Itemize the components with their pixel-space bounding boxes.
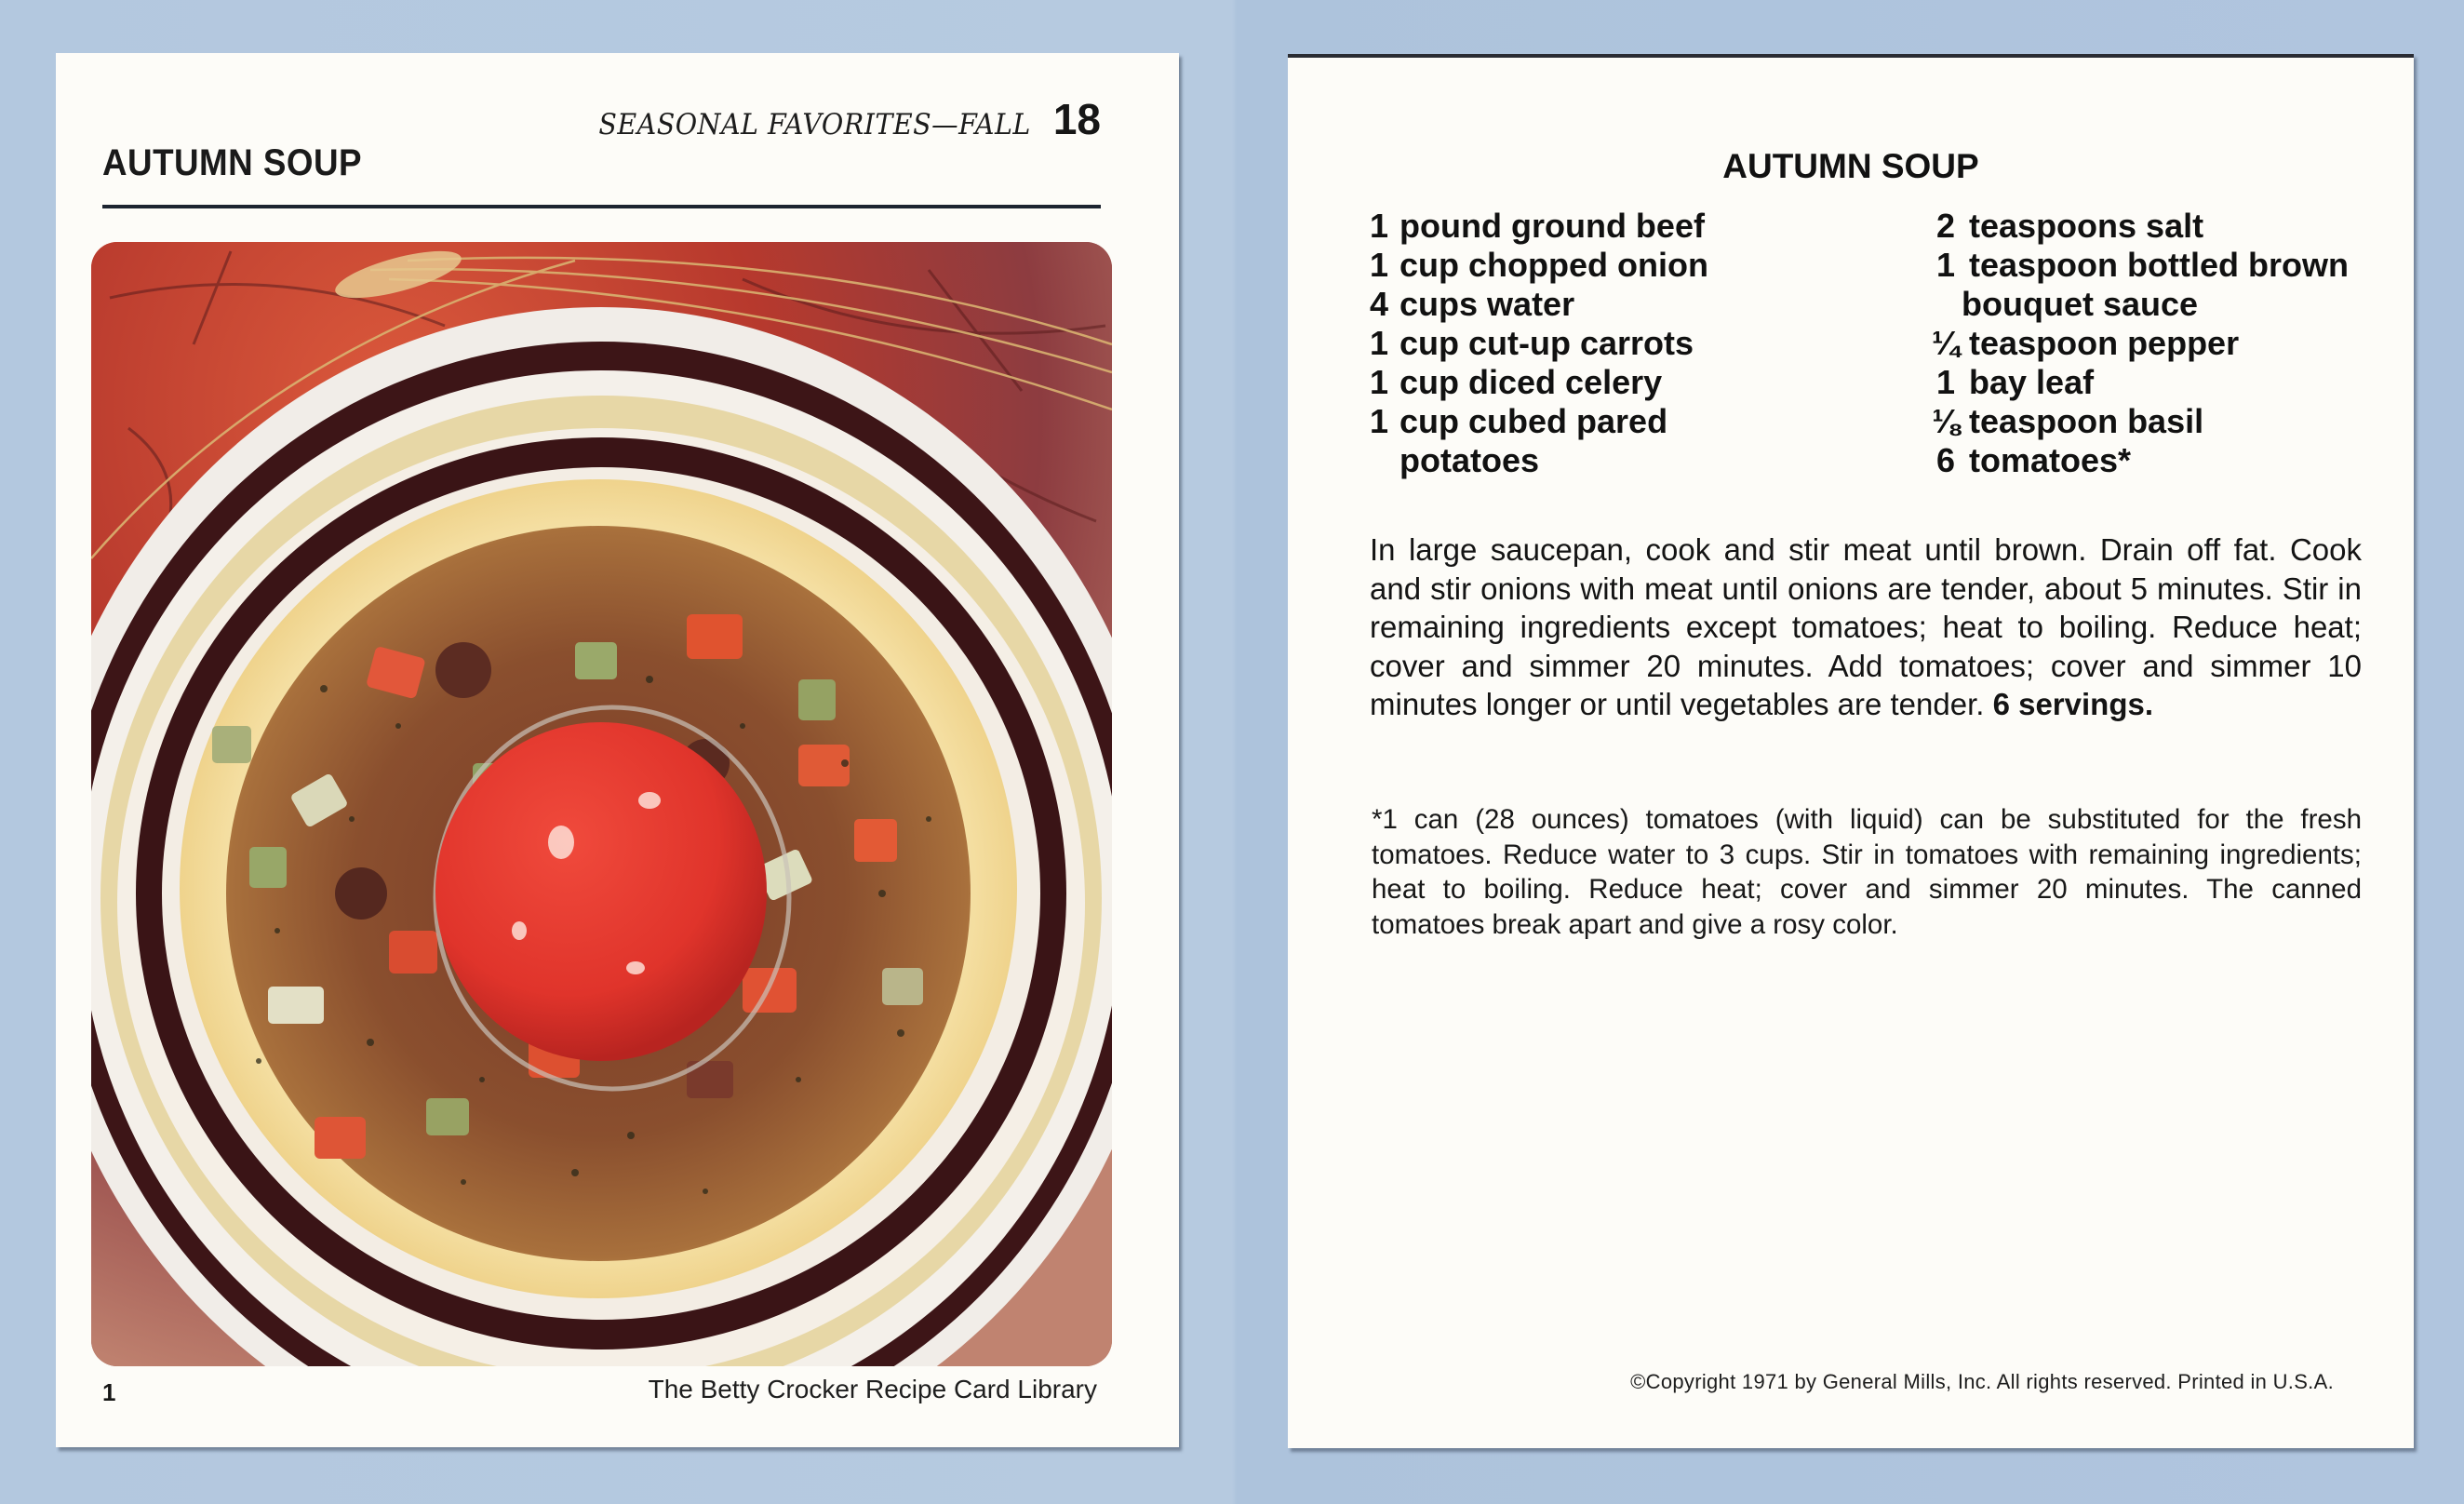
recipe-card-front (56, 53, 1179, 1447)
footnote: *1 can (28 ounces) tomatoes (with liquid) can be substituted for the fresh tomatoes. Reduce water to 3 cups. Stir in tomatoes with remaining ingredients; heat to boiling. Reduce heat; cover and simmer 20 minutes. The canned tomatoes break apart and give a rosy color. (1372, 804, 2362, 940)
ingredients-column-left (1370, 207, 1932, 480)
ingredient-item-continued: bouquet sauce (1962, 285, 2199, 323)
instructions-text: In large saucepan, cook and stir meat until brown. Drain off fat. Cook and stir onions with meat until onions are tender, about 5 minutes. Stir in remaining ingredients except tomatoes; heat to boiling. Reduce heat; cover and simmer 20 minutes. Add tomatoes; cover and simmer 10 minutes longer or until vegetables are tender. (1370, 532, 2362, 721)
ingredient-item: 4 cups water (1370, 285, 1575, 323)
ingredient-item: 1 cup diced celery (1370, 363, 1663, 401)
page-number: 1 (102, 1378, 116, 1406)
series-name: SEASONAL FAVORITES—FALL (598, 108, 1031, 141)
servings: 6 servings. (1992, 687, 2154, 721)
soup-bowl-illustration (91, 242, 1112, 1366)
ingredient-item: 1 bay leaf (1935, 363, 2095, 401)
ingredient-item: 6 tomatoes* (1935, 441, 2132, 479)
series-header (561, 94, 1101, 144)
copyright: ©Copyright 1971 by General Mills, Inc. All rights reserved. Printed in U.S.A. (1630, 1370, 2334, 1393)
library-name: The Betty Crocker Recipe Card Library (648, 1375, 1097, 1403)
ingredient-item: ¼ teaspoon pepper (1932, 324, 2240, 362)
ingredient-item: 1 cup cut-up carrots (1370, 324, 1694, 362)
recipe-card-back (1288, 54, 2414, 1448)
title-rule (102, 205, 1101, 208)
ingredients-list (1370, 207, 2349, 480)
soup-photo (91, 242, 1112, 1366)
recipe-title: AUTUMN SOUP (1722, 147, 1979, 185)
ingredient-item-continued: potatoes (1399, 441, 1540, 479)
ingredient-item: 1 cup cubed pared (1370, 402, 1668, 440)
ingredient-item: ⅛ teaspoon basil (1932, 402, 2204, 440)
ingredient-item: 1 teaspoon bottled brown (1935, 246, 2349, 284)
card-number: 18 (1052, 95, 1101, 143)
recipe-title: AUTUMN SOUP (102, 142, 363, 183)
ingredients-column-right (1932, 207, 2349, 480)
ingredient-item: 1 pound ground beef (1370, 207, 1705, 245)
ingredient-item: 2 teaspoons salt (1935, 207, 2204, 245)
ingredient-item: 1 cup chopped onion (1370, 246, 1708, 284)
instructions (1370, 530, 2362, 724)
